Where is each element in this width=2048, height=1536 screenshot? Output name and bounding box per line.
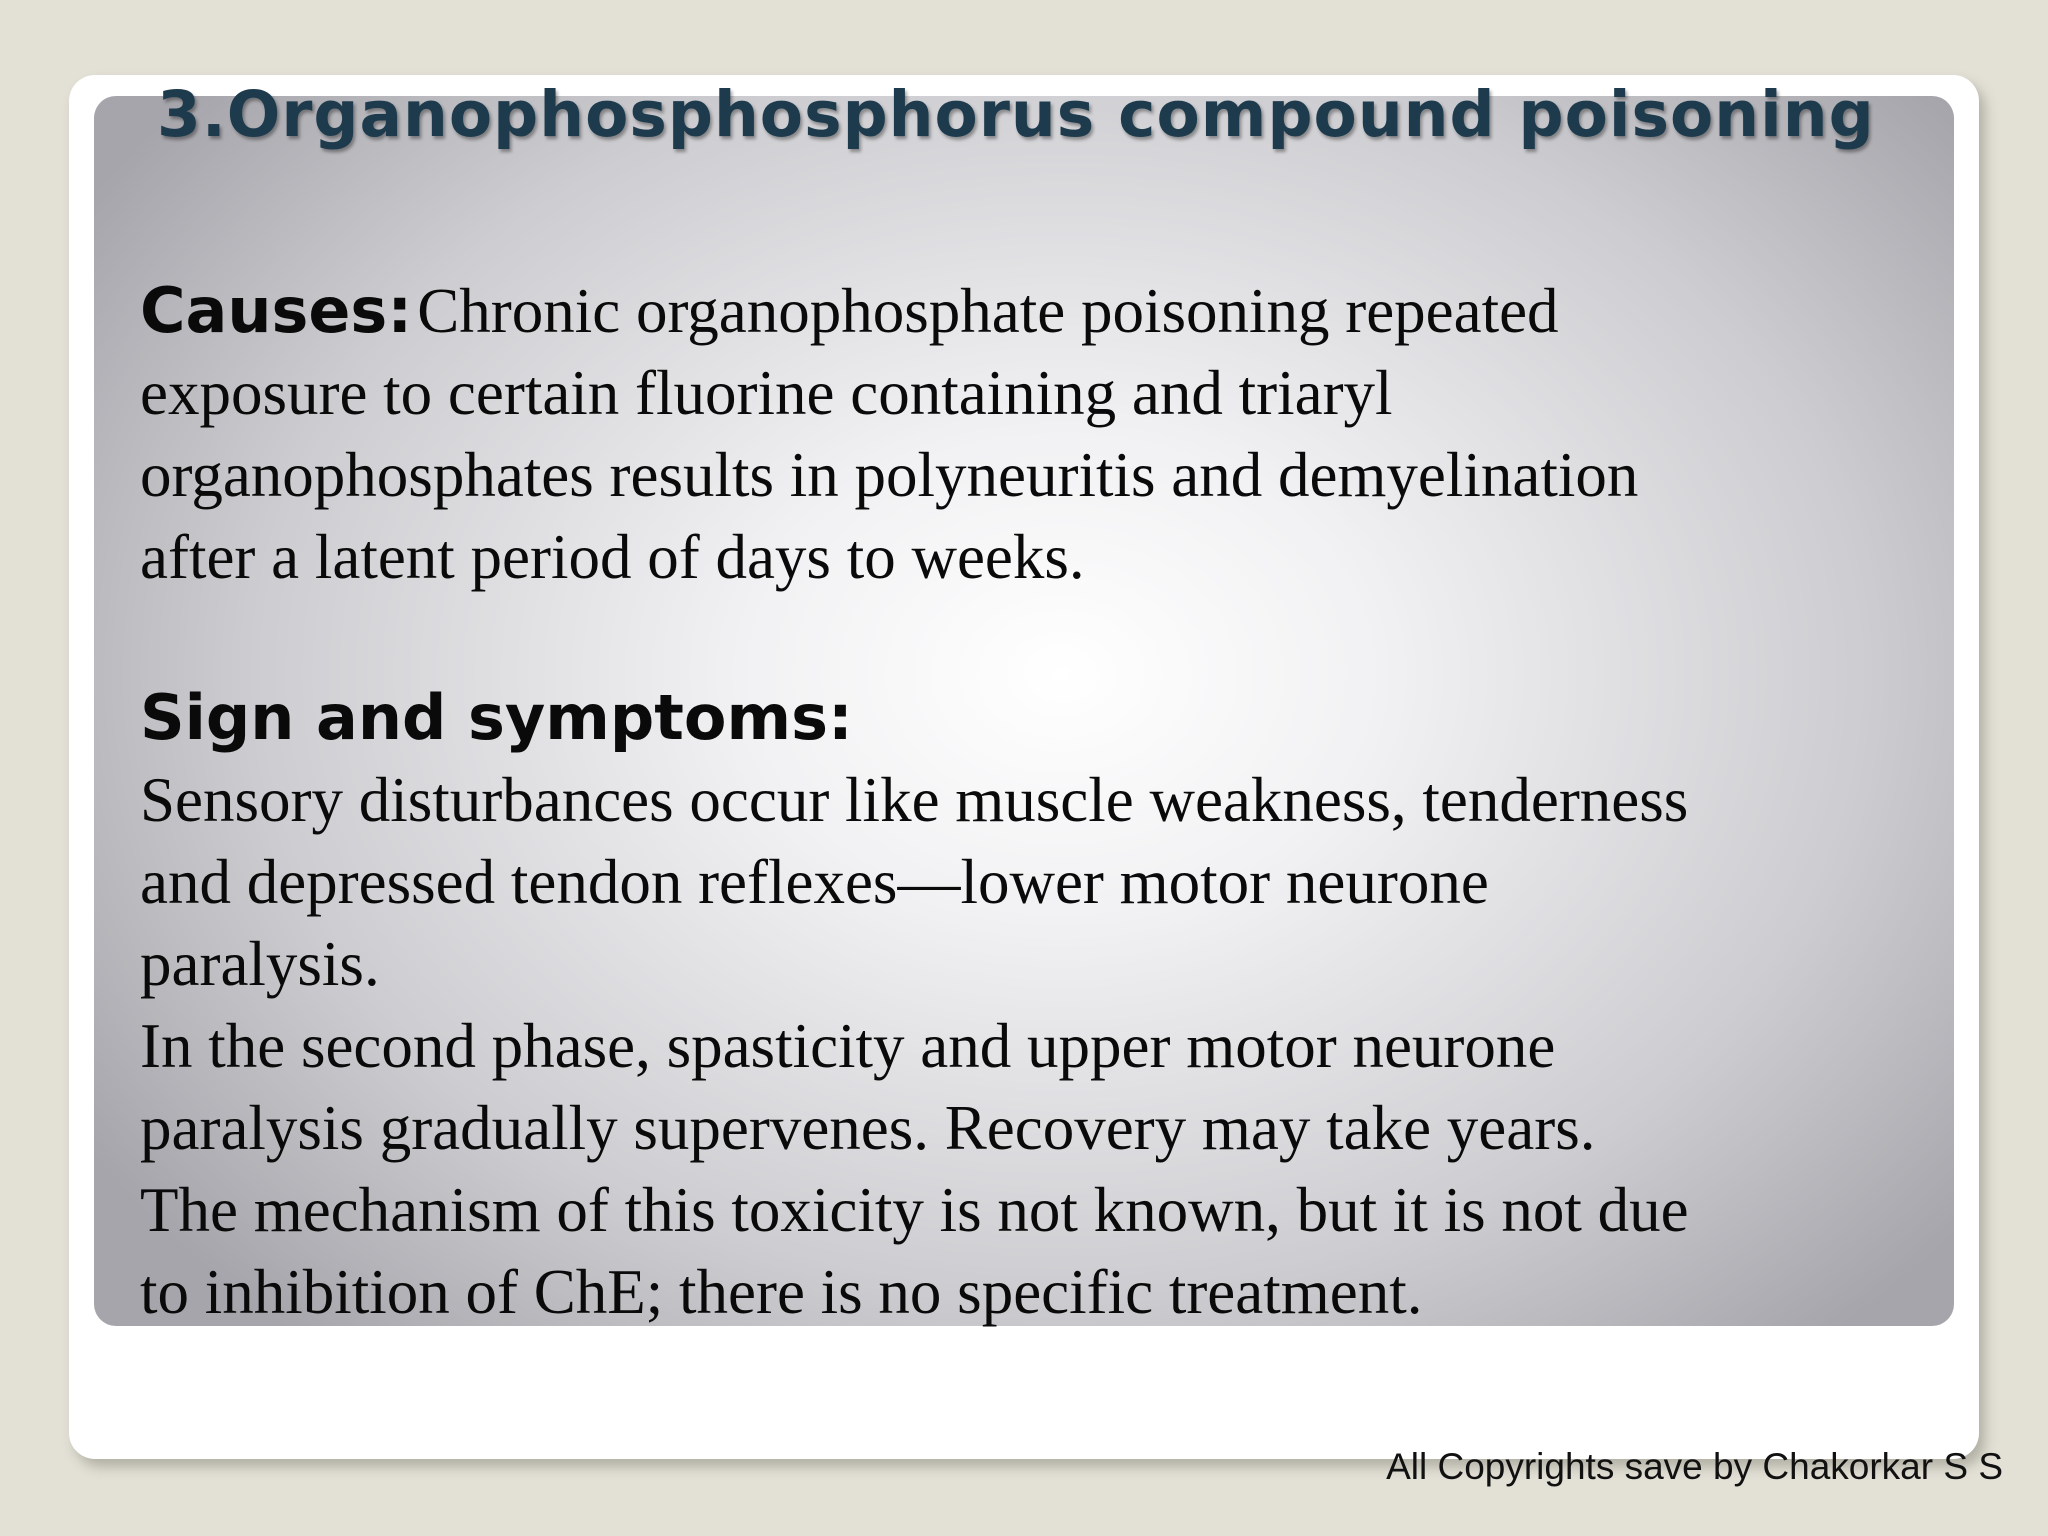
symptoms-section	[140, 677, 1900, 1333]
symptoms-line: paralysis gradually supervenes. Recovery may take years.	[140, 1093, 1596, 1163]
symptoms-line: and depressed tendon reflexes—lower motor neurone	[140, 847, 1489, 917]
symptoms-line: Sensory disturbances occur like muscle weakness, tenderness	[140, 765, 1689, 835]
symptoms-line: The mechanism of this toxicity is not known, but it is not due	[140, 1175, 1689, 1245]
causes-line: Chronic organophosphate poisoning repeated	[417, 276, 1559, 346]
symptoms-line: to inhibition of ChE; there is no specific treatment.	[140, 1257, 1423, 1327]
symptoms-line: paralysis.	[140, 929, 380, 999]
causes-heading: Causes:	[140, 274, 413, 347]
causes-line: after a latent period of days to weeks.	[140, 522, 1085, 592]
symptoms-line: In the second phase, spasticity and upper motor neurone	[140, 1011, 1556, 1081]
causes-line: exposure to certain fluorine containing and triaryl	[140, 358, 1393, 428]
causes-section	[140, 270, 1900, 598]
causes-line: organophosphates results in polyneuritis and demyelination	[140, 440, 1639, 510]
symptoms-heading: Sign and symptoms:	[140, 681, 853, 754]
slide-title: 3.Organophosphosphorus compound poisoning	[157, 78, 1875, 151]
copyright-notice: All Copyrights save by Chakorkar S S	[1386, 1446, 2003, 1487]
